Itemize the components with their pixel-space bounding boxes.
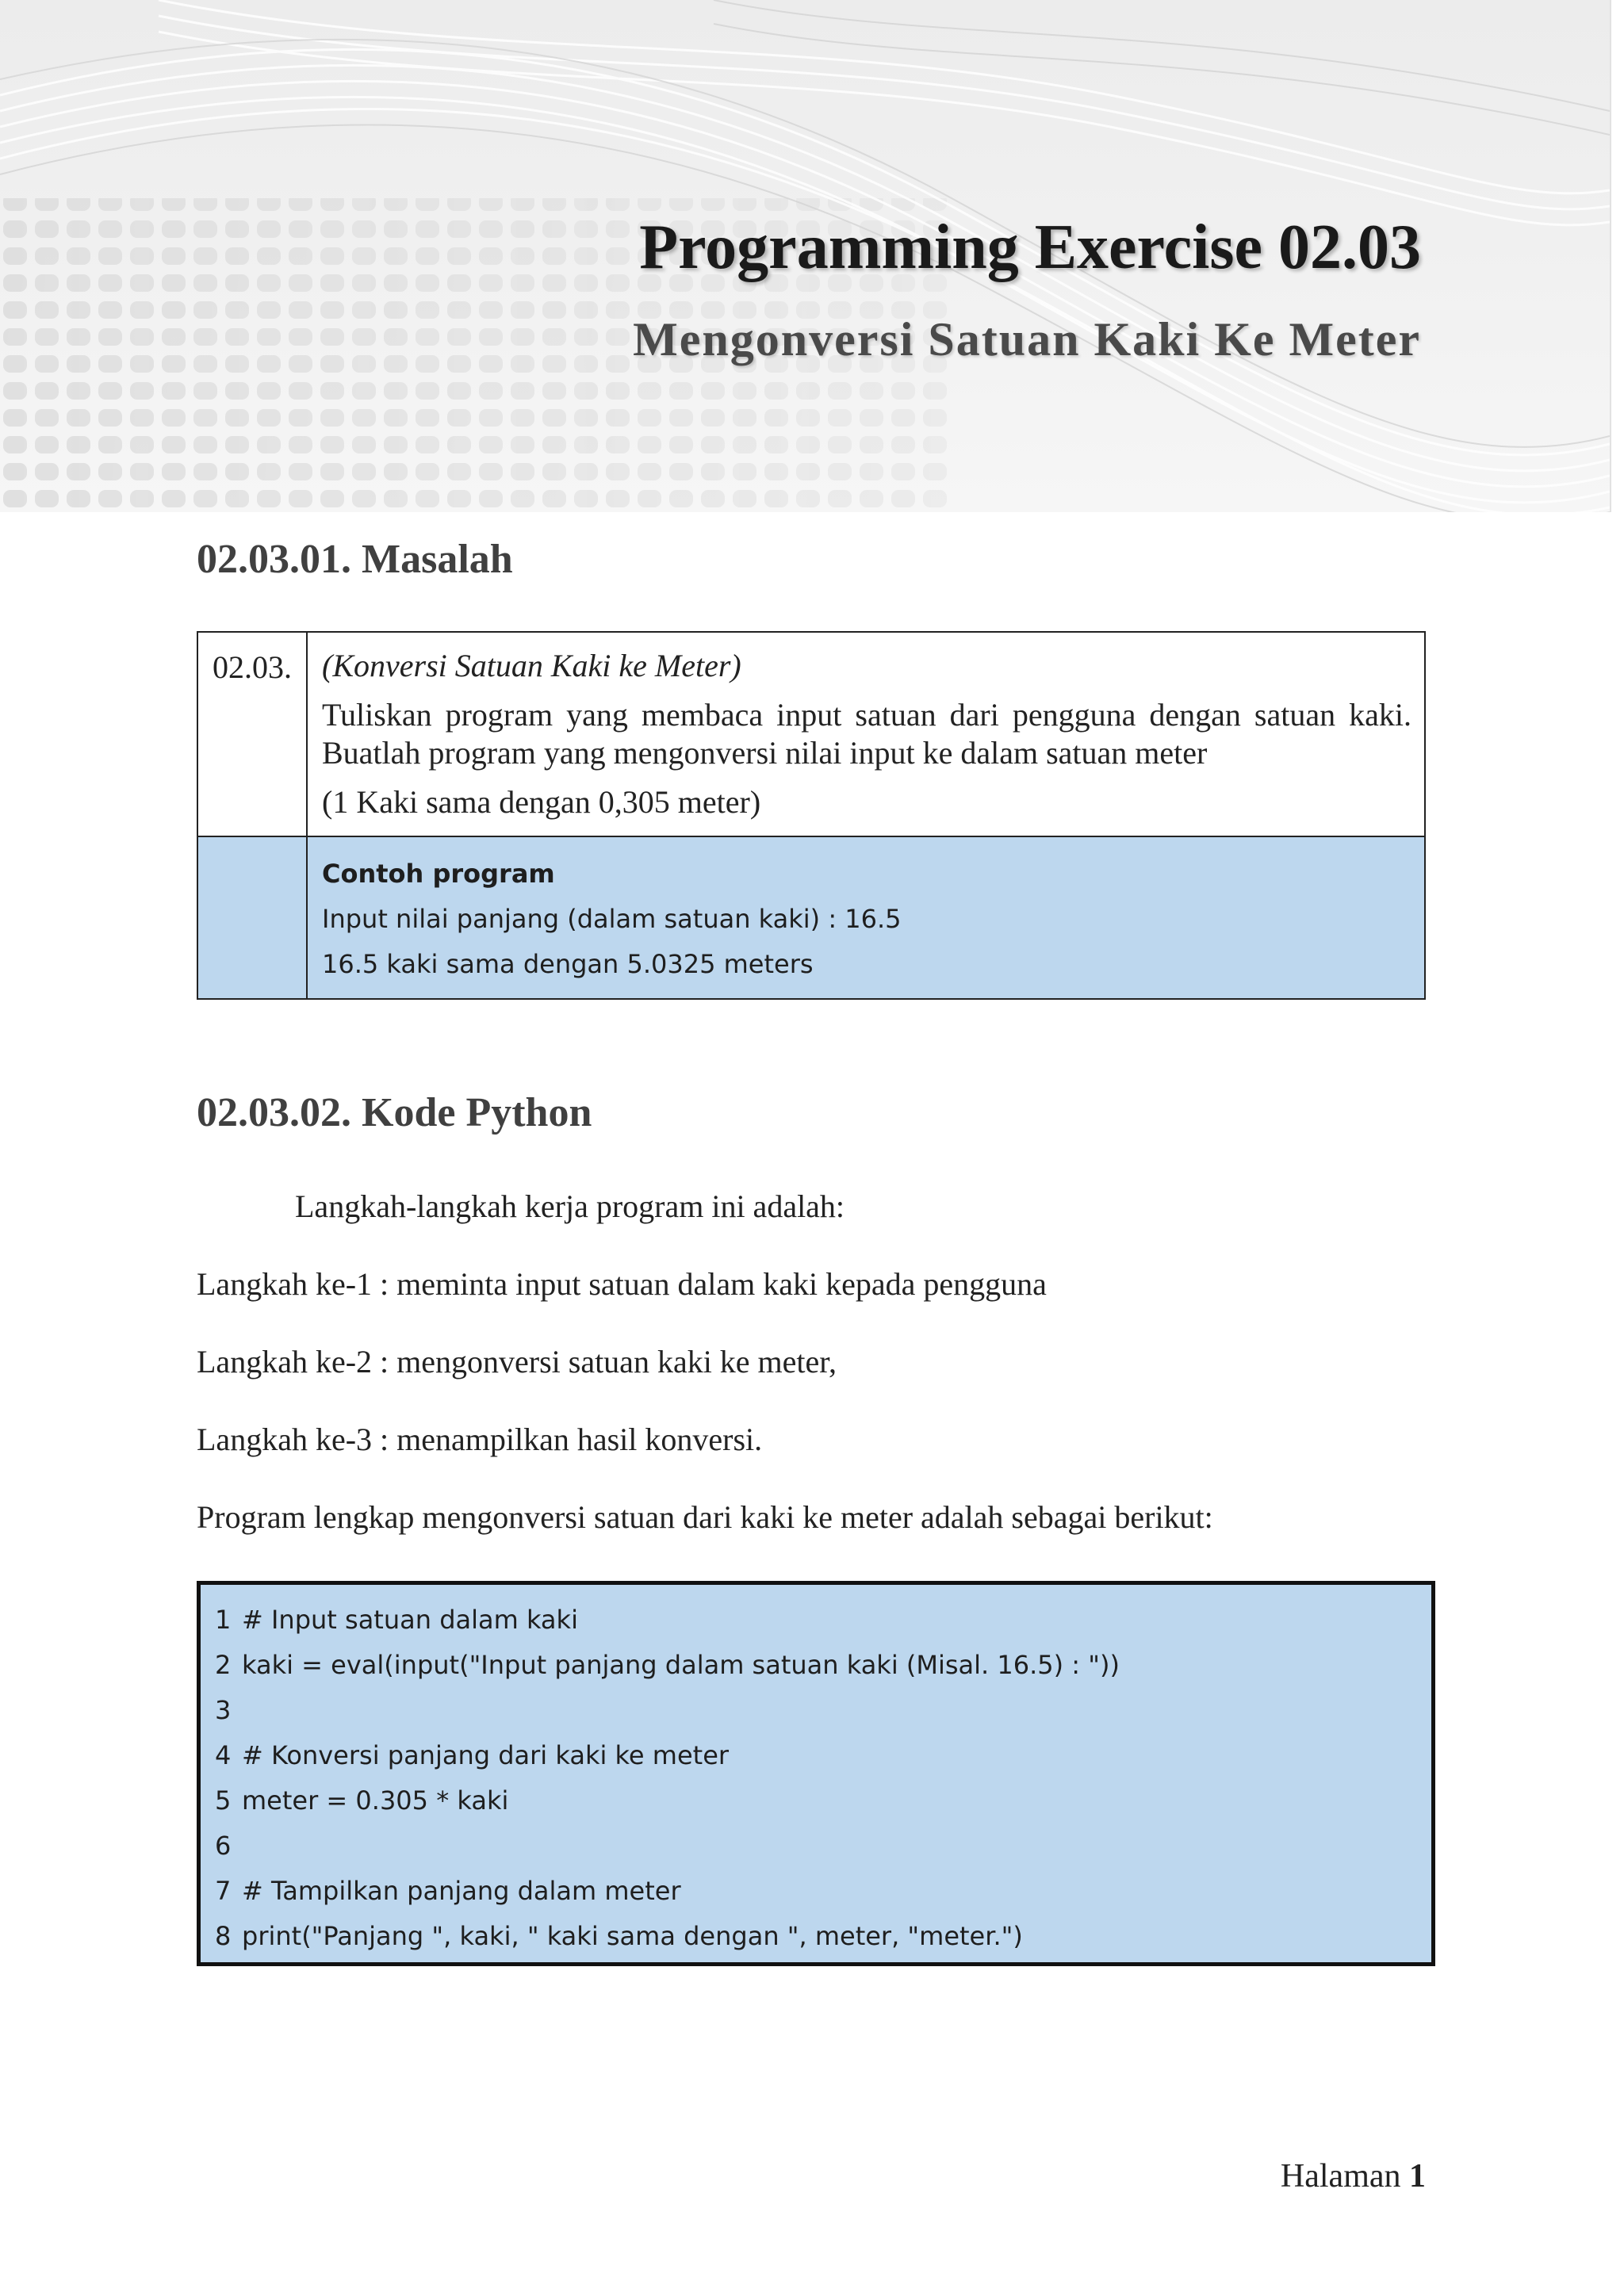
line-number: 3 <box>215 1695 232 1725</box>
line-number: 8 <box>215 1921 232 1951</box>
program-intro: Program lengkap mengonversi satuan dari kaki ke meter adalah sebagai berikut: <box>197 1499 1213 1535</box>
example-line: 16.5 kaki sama dengan 5.0325 meters <box>322 949 814 979</box>
example-body <box>308 837 1424 998</box>
problem-title: (Konversi Satuan Kaki ke Meter) <box>322 648 741 683</box>
line-number: 2 <box>215 1650 232 1680</box>
section-heading-kode-python: 02.03.02. Kode Python <box>197 1090 592 1135</box>
code-text: print("Panjang ", kaki, " kaki sama dengan ", meter, "meter.") <box>242 1921 1023 1951</box>
code-line <box>215 1869 1431 1914</box>
code-line <box>215 1598 1431 1643</box>
problem-table <box>197 631 1426 1000</box>
code-line <box>215 1733 1431 1778</box>
page-number: 1 <box>1409 2158 1426 2195</box>
code-line <box>215 1914 1431 1959</box>
code-text: meter = 0.305 * kaki <box>242 1785 509 1816</box>
code-text: kaki = eval(input("Input panjang dalam satuan kaki (Misal. 16.5) : ")) <box>242 1650 1120 1680</box>
steps-intro: Langkah-langkah kerja program ini adalah: <box>295 1188 845 1224</box>
line-number: 5 <box>215 1785 232 1816</box>
code-line <box>215 1688 1431 1733</box>
line-number: 4 <box>215 1740 232 1770</box>
problem-description: Tuliskan program yang membaca input satuan dari pengguna dengan satuan kaki. Buatlah program yang mengonversi nilai input ke dalam satuan meter <box>322 697 1411 771</box>
step-item: Langkah ke-1 : meminta input satuan dalam kaki kepada pengguna <box>197 1266 1047 1302</box>
page-subtitle: Mengonversi Satuan Kaki Ke Meter <box>633 313 1421 365</box>
line-number: 6 <box>215 1831 232 1861</box>
page-title: Programming Exercise 02.03 <box>639 212 1421 282</box>
example-line: Input nilai panjang (dalam satuan kaki) : 16.5 <box>322 904 902 934</box>
section-heading-masalah: 02.03.01. Masalah <box>197 537 513 582</box>
problem-note: (1 Kaki sama dengan 0,305 meter) <box>322 784 761 820</box>
page-footer <box>1281 2160 1426 2193</box>
problem-body <box>308 633 1424 836</box>
example-number-cell <box>198 837 308 998</box>
code-line <box>215 1778 1431 1823</box>
footer-label: Halaman <box>1280 2158 1401 2195</box>
code-line <box>215 1643 1431 1688</box>
line-number: 1 <box>215 1605 232 1635</box>
code-text: # Konversi panjang dari kaki ke meter <box>242 1740 730 1770</box>
example-row <box>198 836 1424 998</box>
line-number: 7 <box>215 1876 232 1906</box>
header-banner <box>0 0 1611 512</box>
example-label: Contoh program <box>322 859 555 889</box>
problem-row <box>198 633 1424 836</box>
step-item: Langkah ke-2 : mengonversi satuan kaki ke meter, <box>197 1344 837 1380</box>
code-block <box>197 1581 1435 1966</box>
code-line <box>215 1823 1431 1869</box>
problem-number: 02.03. <box>198 633 308 836</box>
code-text: # Input satuan dalam kaki <box>242 1605 578 1635</box>
code-text: # Tampilkan panjang dalam meter <box>242 1876 681 1906</box>
step-item: Langkah ke-3 : menampilkan hasil konversi. <box>197 1422 763 1457</box>
